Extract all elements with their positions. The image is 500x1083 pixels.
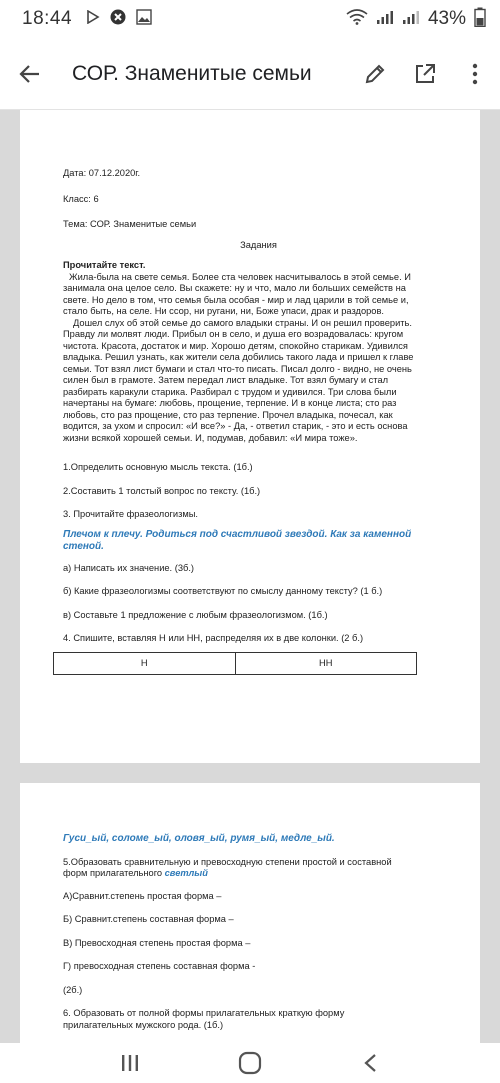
app-bar xyxy=(0,38,500,110)
battery-icon xyxy=(474,7,486,32)
home-icon xyxy=(238,1051,262,1075)
tasks-heading: Задания xyxy=(240,239,277,250)
arrow-left-icon xyxy=(19,63,41,85)
task-1: 1.Определить основную мысль текста. (1б.) xyxy=(63,462,253,472)
more-options-button[interactable] xyxy=(450,38,500,110)
wifi-icon xyxy=(346,9,368,30)
task-5a: А)Сравнит.степень простая форма – xyxy=(63,890,222,901)
page-title: СОР. Знаменитые семьи xyxy=(72,61,312,85)
task-4: 4. Спишите, вставляя Н или НН, распределяя их в две колонки. (2 б.) xyxy=(63,633,364,643)
doc-class: Класс: 6 xyxy=(63,193,99,204)
task-2: 2.Составить 1 толстый вопрос по тексту. (1б.) xyxy=(63,485,261,496)
battery-percent: 43% xyxy=(427,8,466,29)
document-viewer[interactable] xyxy=(0,110,500,1043)
open-in-new-icon xyxy=(414,63,436,85)
task-3b: б) Какие фразеологизмы соответствуют по смыслу данному тексту? (1 б.) xyxy=(63,586,383,596)
system-nav-bar xyxy=(0,1043,500,1083)
phraseologisms: Плечом к плечу. Родиться под счастливой звездой. Как за каменной стеной. xyxy=(63,528,412,552)
status-time: 18:44 xyxy=(22,8,73,29)
chevron-left-icon xyxy=(363,1053,377,1073)
signal-icon-2 xyxy=(402,9,420,30)
task-5-points: (2б.) xyxy=(63,984,83,995)
doc-topic: Тема: СОР. Знаменитые семьи xyxy=(63,219,197,229)
table-header-n: Н xyxy=(54,652,236,674)
recent-apps-button[interactable] xyxy=(100,1043,160,1083)
recents-icon xyxy=(120,1054,140,1072)
back-button[interactable] xyxy=(0,38,60,110)
table-header-nn: НН xyxy=(235,652,417,674)
status-bar xyxy=(0,0,500,38)
task-5: 5.Образовать сравнительную и превосходную степени простой и составной форм прилагательного светлый xyxy=(63,856,392,878)
text-paragraph-1: Жила-была на свете семья. Более ста человек насчитывалось в этой семье. И занимала она целое село. Вы скажете: ну и что, мало ли больших семейств на свете. Но дело в том, что семья была особая - мир и лад царили в той семье и, стало быть, на селе. Ни ссор, ни ругани, ни, Боже упаси, драк и раздоров. xyxy=(63,271,411,316)
task-3c: в) Составьте 1 предложение с любым фразеологизмом. (1б.) xyxy=(63,609,328,620)
open-external-button[interactable] xyxy=(400,38,450,110)
task-3: 3. Прочитайте фразеологизмы. xyxy=(63,509,198,519)
n-nn-table xyxy=(53,652,417,675)
play-icon xyxy=(86,10,100,29)
text-paragraph-2: Дошел слух об этой семье до самого владыки страны. И он решил проверить. Правду ли молвят люди. Прибыл он в село, и душа его возрадовалась: кругом чистота. Красота, достаток и мир. Хорошо детям, спокойно старикам. Удивился владыка. Решил узнать, как жители села добились такого лада и пришел к главе семьи. Тот взял лист бумаги и стал что-то писать. Писал долго - видно, не очень силен был в грамоте. Затем передал лист владыке. Тот взял бумагу и стал разбирать каракули старика. Разбирал с трудом и удивился. Три слова были начертаны на бумаге: любовь, прощение, терпение. И в конце листа; сто раз любовь, сто раз прощение, сто раз терпение. Прочел владыка, почесал, как водится, за ухом и спросил: «И все?» - Да, - ответил старик, - это и есть основа жизни всякой хорошей семьи. И, подумав, добавил: «И мира тоже». xyxy=(63,317,414,443)
back-nav-button[interactable] xyxy=(340,1043,400,1083)
task-6: 6. Образовать от полной формы прилагательных краткую форму прилагательных мужского рода. (1б.) xyxy=(63,1008,345,1030)
more-vertical-icon xyxy=(472,63,478,85)
doc-date: Дата: 07.12.2020г. xyxy=(63,168,141,178)
read-heading: Прочитайте текст. xyxy=(63,260,146,270)
image-icon xyxy=(136,9,152,30)
words-to-fill: Гуси_ый, соломе_ый, оловя_ый, румя_ый, медле_ый. xyxy=(63,833,335,844)
task-5d: Г) превосходная степень составная форма - xyxy=(63,961,256,971)
task-5b: Б) Сравнит.степень составная форма – xyxy=(63,914,234,924)
task-3a: а) Написать их значение. (3б.) xyxy=(63,562,194,573)
pencil-icon xyxy=(364,63,386,85)
adjective-word: светлый xyxy=(164,868,208,878)
edit-button[interactable] xyxy=(350,38,400,110)
signal-icon xyxy=(376,9,394,30)
document-page-2 xyxy=(20,783,480,1053)
task-5c: В) Превосходная степень простая форма – xyxy=(63,937,251,948)
document-page-1 xyxy=(20,110,480,763)
close-circle-icon xyxy=(110,9,126,30)
home-button[interactable] xyxy=(220,1043,280,1083)
